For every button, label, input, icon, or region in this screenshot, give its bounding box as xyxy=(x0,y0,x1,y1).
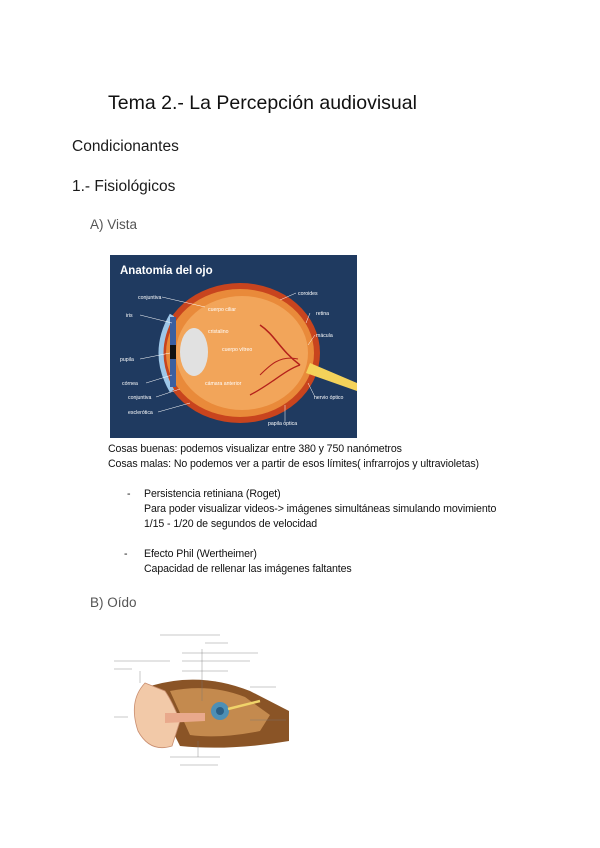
label-pupila: pupila xyxy=(120,357,134,363)
bullet-1-title: Persistencia retiniana (Roget) xyxy=(144,488,281,500)
oido-heading: B) Oído xyxy=(90,595,137,610)
label-nervio-optico: nervio óptico xyxy=(314,395,344,401)
label-cristalino: cristalino xyxy=(208,329,229,335)
vista-line-bad: Cosas malas: No podemos ver a partir de esos límites( infrarrojos y ultravioletas) xyxy=(108,458,479,470)
label-coroides: coroides xyxy=(298,291,318,297)
vista-heading: A) Vista xyxy=(90,217,138,232)
label-conjuntiva-top: conjuntiva xyxy=(138,295,162,301)
bullet-mark-1: - xyxy=(127,488,131,500)
vista-line-good: Cosas buenas: podemos visualizar entre 380 y 750 nanómetros xyxy=(108,443,402,455)
eye-figure-title: Anatomía del ojo xyxy=(120,265,213,277)
bullet-2-line-1: Capacidad de rellenar las imágenes faltantes xyxy=(144,563,352,575)
label-papila-optica: papila óptica xyxy=(268,421,298,427)
eye-anatomy-image xyxy=(110,255,357,438)
label-cornea: córnea xyxy=(122,381,138,387)
page-title: Tema 2.- La Percepción audiovisual xyxy=(108,92,417,114)
ear-anatomy-image xyxy=(110,631,289,769)
label-cuerpo-ciliar: cuerpo ciliar xyxy=(208,307,236,313)
bullet-2-title: Efecto Phil (Wertheimer) xyxy=(144,548,257,560)
label-macula: mácula xyxy=(316,333,333,339)
bullet-mark-2: - xyxy=(124,548,128,560)
label-esclerotica: esclerótica xyxy=(128,410,153,416)
label-cuerpo-vitreo: cuerpo vítreo xyxy=(222,347,253,353)
label-camara-anterior: cámara anterior xyxy=(205,381,242,387)
section-heading: Condicionantes xyxy=(72,138,179,155)
label-conjuntiva-bottom: conjuntiva xyxy=(128,395,152,401)
label-iris: iris xyxy=(126,313,133,319)
subsection-heading: 1.- Fisiológicos xyxy=(72,178,176,195)
bullet-1-line-1: Para poder visualizar videos-> imágenes simultáneas simulando movimiento xyxy=(144,503,497,515)
label-retina: retina xyxy=(316,311,329,317)
bullet-1-line-2: 1/15 - 1/20 de segundos de velocidad xyxy=(144,518,318,530)
